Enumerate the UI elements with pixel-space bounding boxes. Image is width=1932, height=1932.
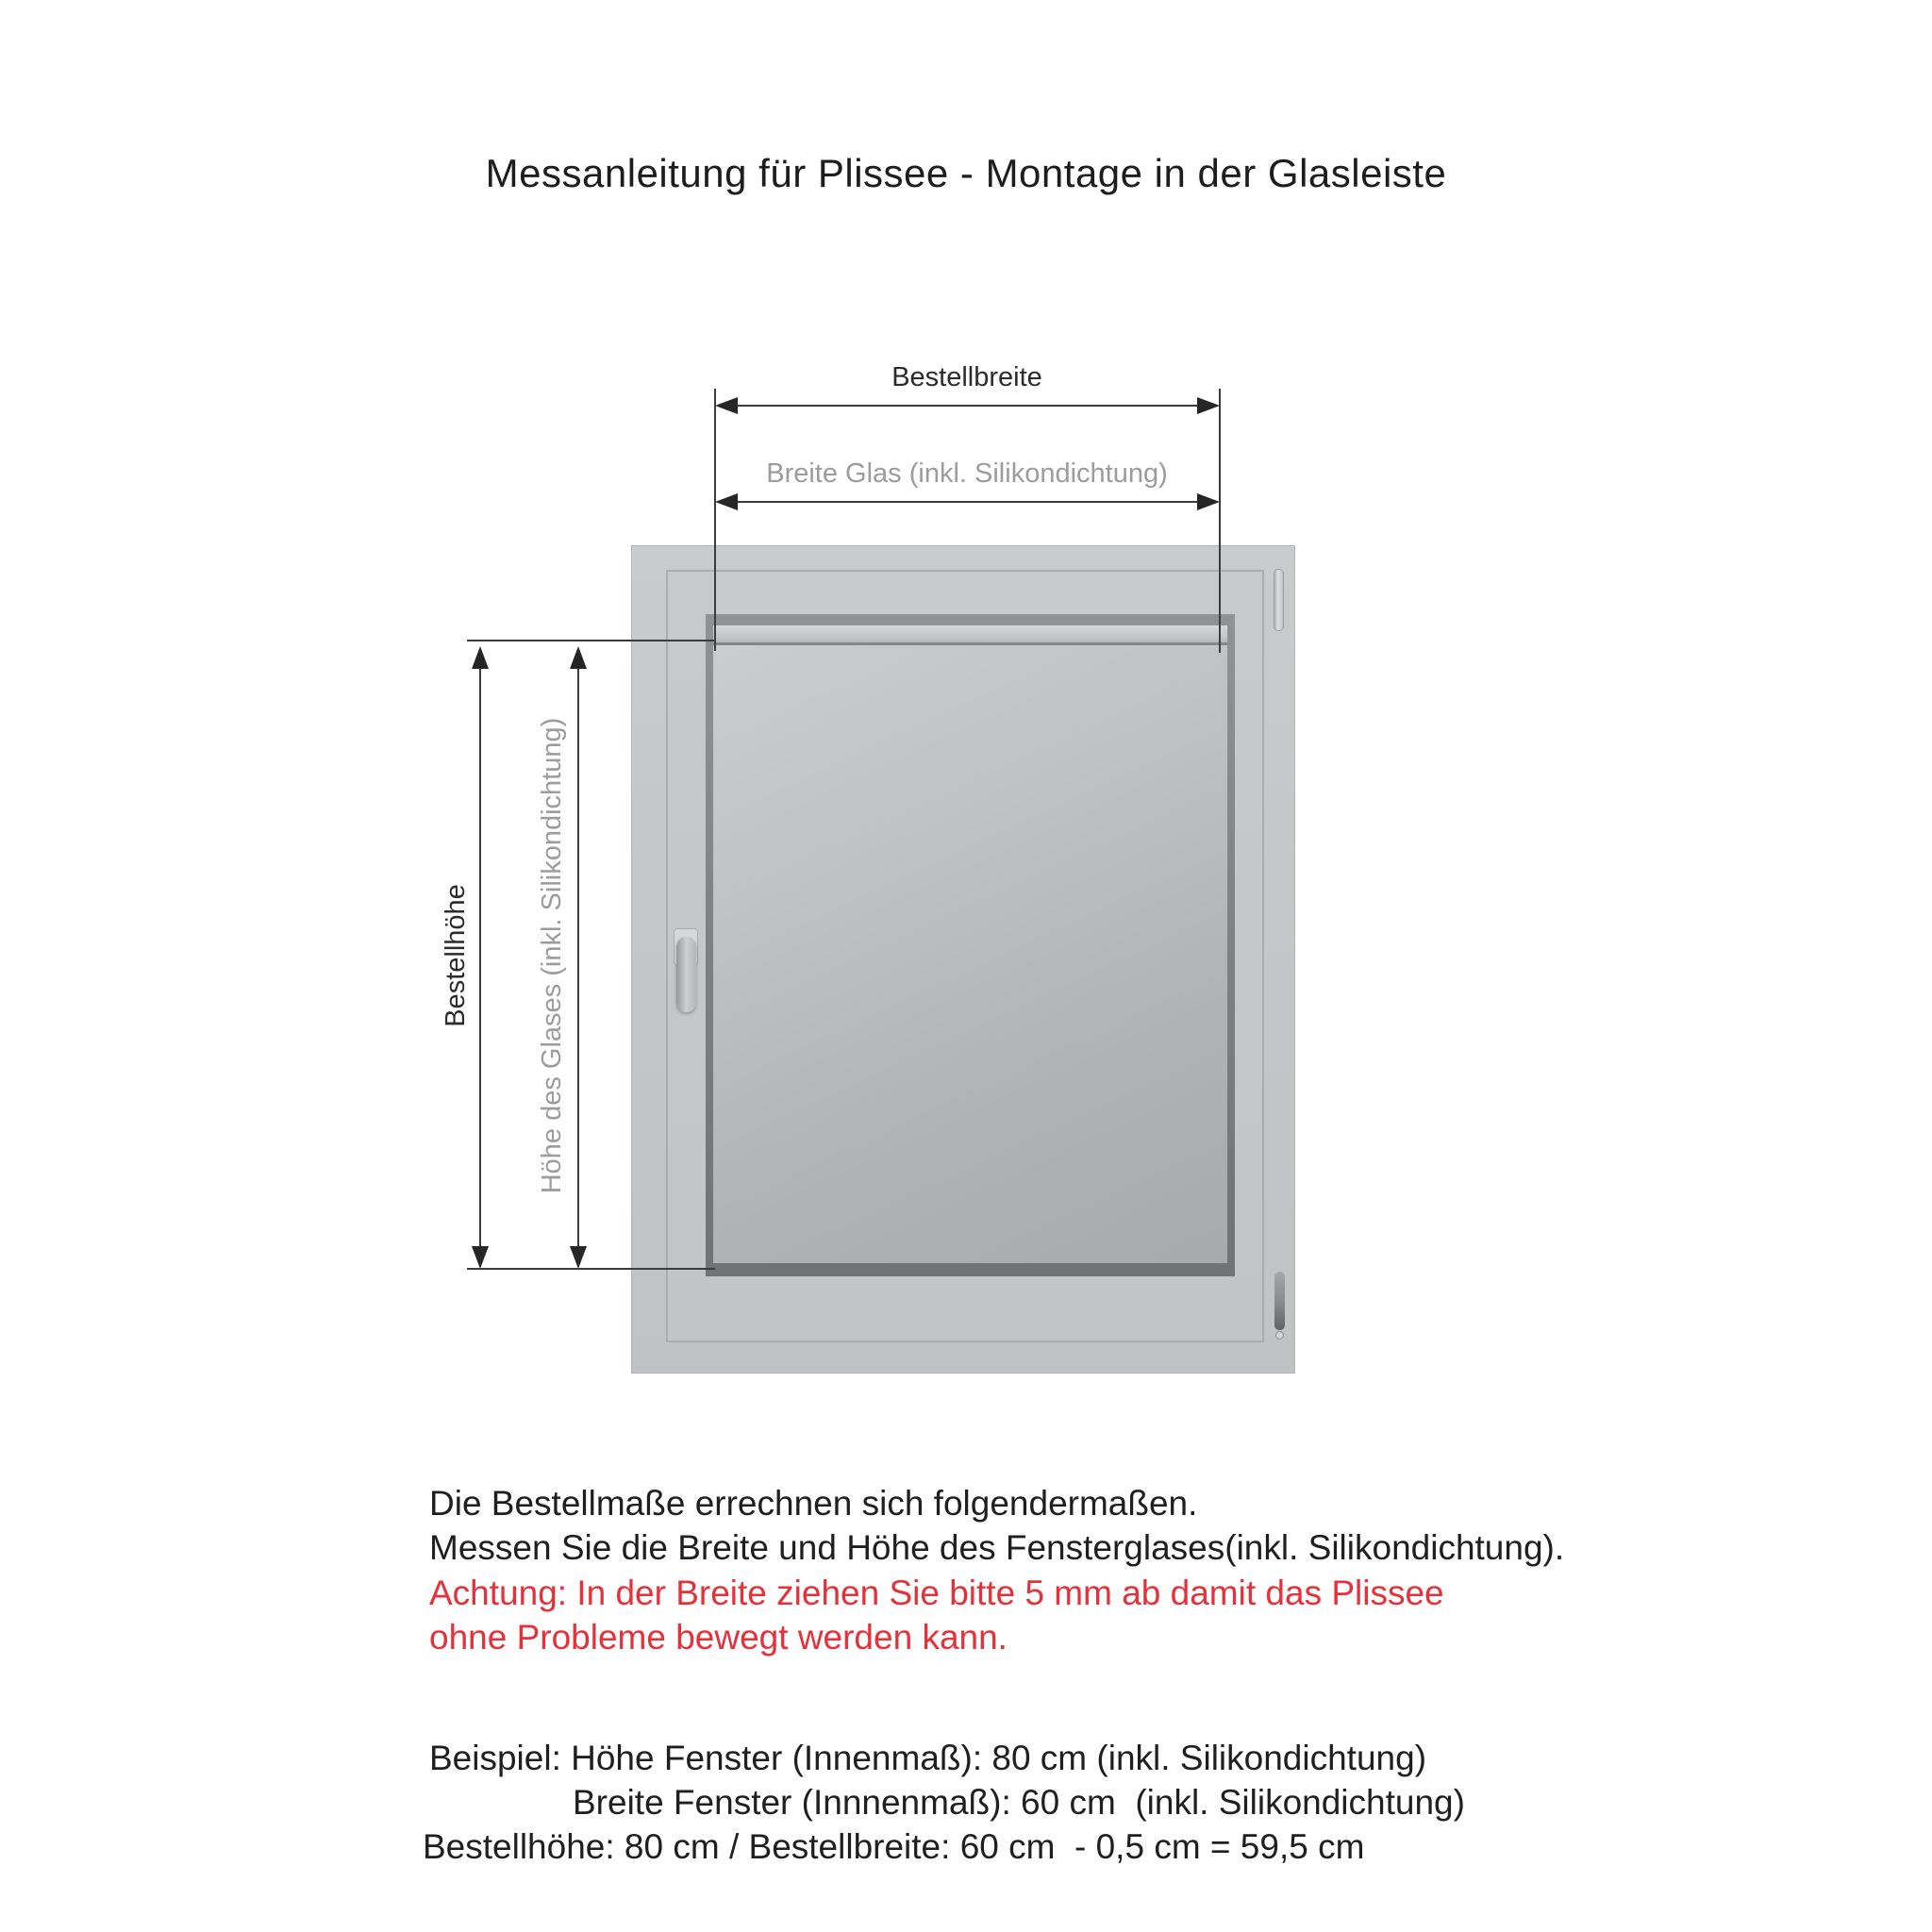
instruction-line-1: Die Bestellmaße errechnen sich folgendermaßen.: [429, 1484, 1198, 1523]
example-line-2: Breite Fenster (Innnenmaß): 60 cm (inkl. Silikondichtung): [573, 1783, 1465, 1822]
warning-line-2: ohne Probleme bewegt werden kann.: [429, 1618, 1008, 1657]
breite-glas-arrow: [715, 493, 1220, 510]
warning-line-1: Achtung: In der Breite ziehen Sie bitte 5 mm ab damit das Plissee: [429, 1574, 1444, 1612]
hoehe-glas-label: Höhe des Glases (inkl. Silikondichtung): [537, 717, 567, 1194]
example-line-3: Bestellhöhe: 80 cm / Bestellbreite: 60 cm - 0,5 cm = 59,5 cm: [423, 1827, 1365, 1866]
bestellhoehe-label: Bestellhöhe: [441, 884, 471, 1027]
page-title: Messanleitung für Plissee - Montage in der Glasleiste: [485, 151, 1447, 195]
glazing-bead: [706, 614, 1235, 1276]
window-frame: [631, 545, 1295, 1374]
glass-pane: [713, 625, 1227, 1263]
hinge-bottom-icon: [1274, 1272, 1285, 1330]
breite-glas-label: Breite Glas (inkl. Silikondichtung): [766, 458, 1168, 489]
hinge-top-icon: [1274, 569, 1284, 631]
plissee-top-rail: [713, 625, 1227, 645]
bestellbreite-arrow: [715, 397, 1220, 414]
hinge-pin-icon: [1275, 1331, 1284, 1340]
instruction-line-2: Messen Sie die Breite und Höhe des Fensterglases(inkl. Silikondichtung).: [429, 1528, 1565, 1567]
example-line-1: Beispiel: Höhe Fenster (Innenmaß): 80 cm (inkl. Silikondichtung): [429, 1739, 1427, 1777]
bestellbreite-label: Bestellbreite: [891, 362, 1042, 392]
window-handle-icon: [676, 937, 696, 1012]
hoehe-glas-arrow: [570, 646, 587, 1269]
